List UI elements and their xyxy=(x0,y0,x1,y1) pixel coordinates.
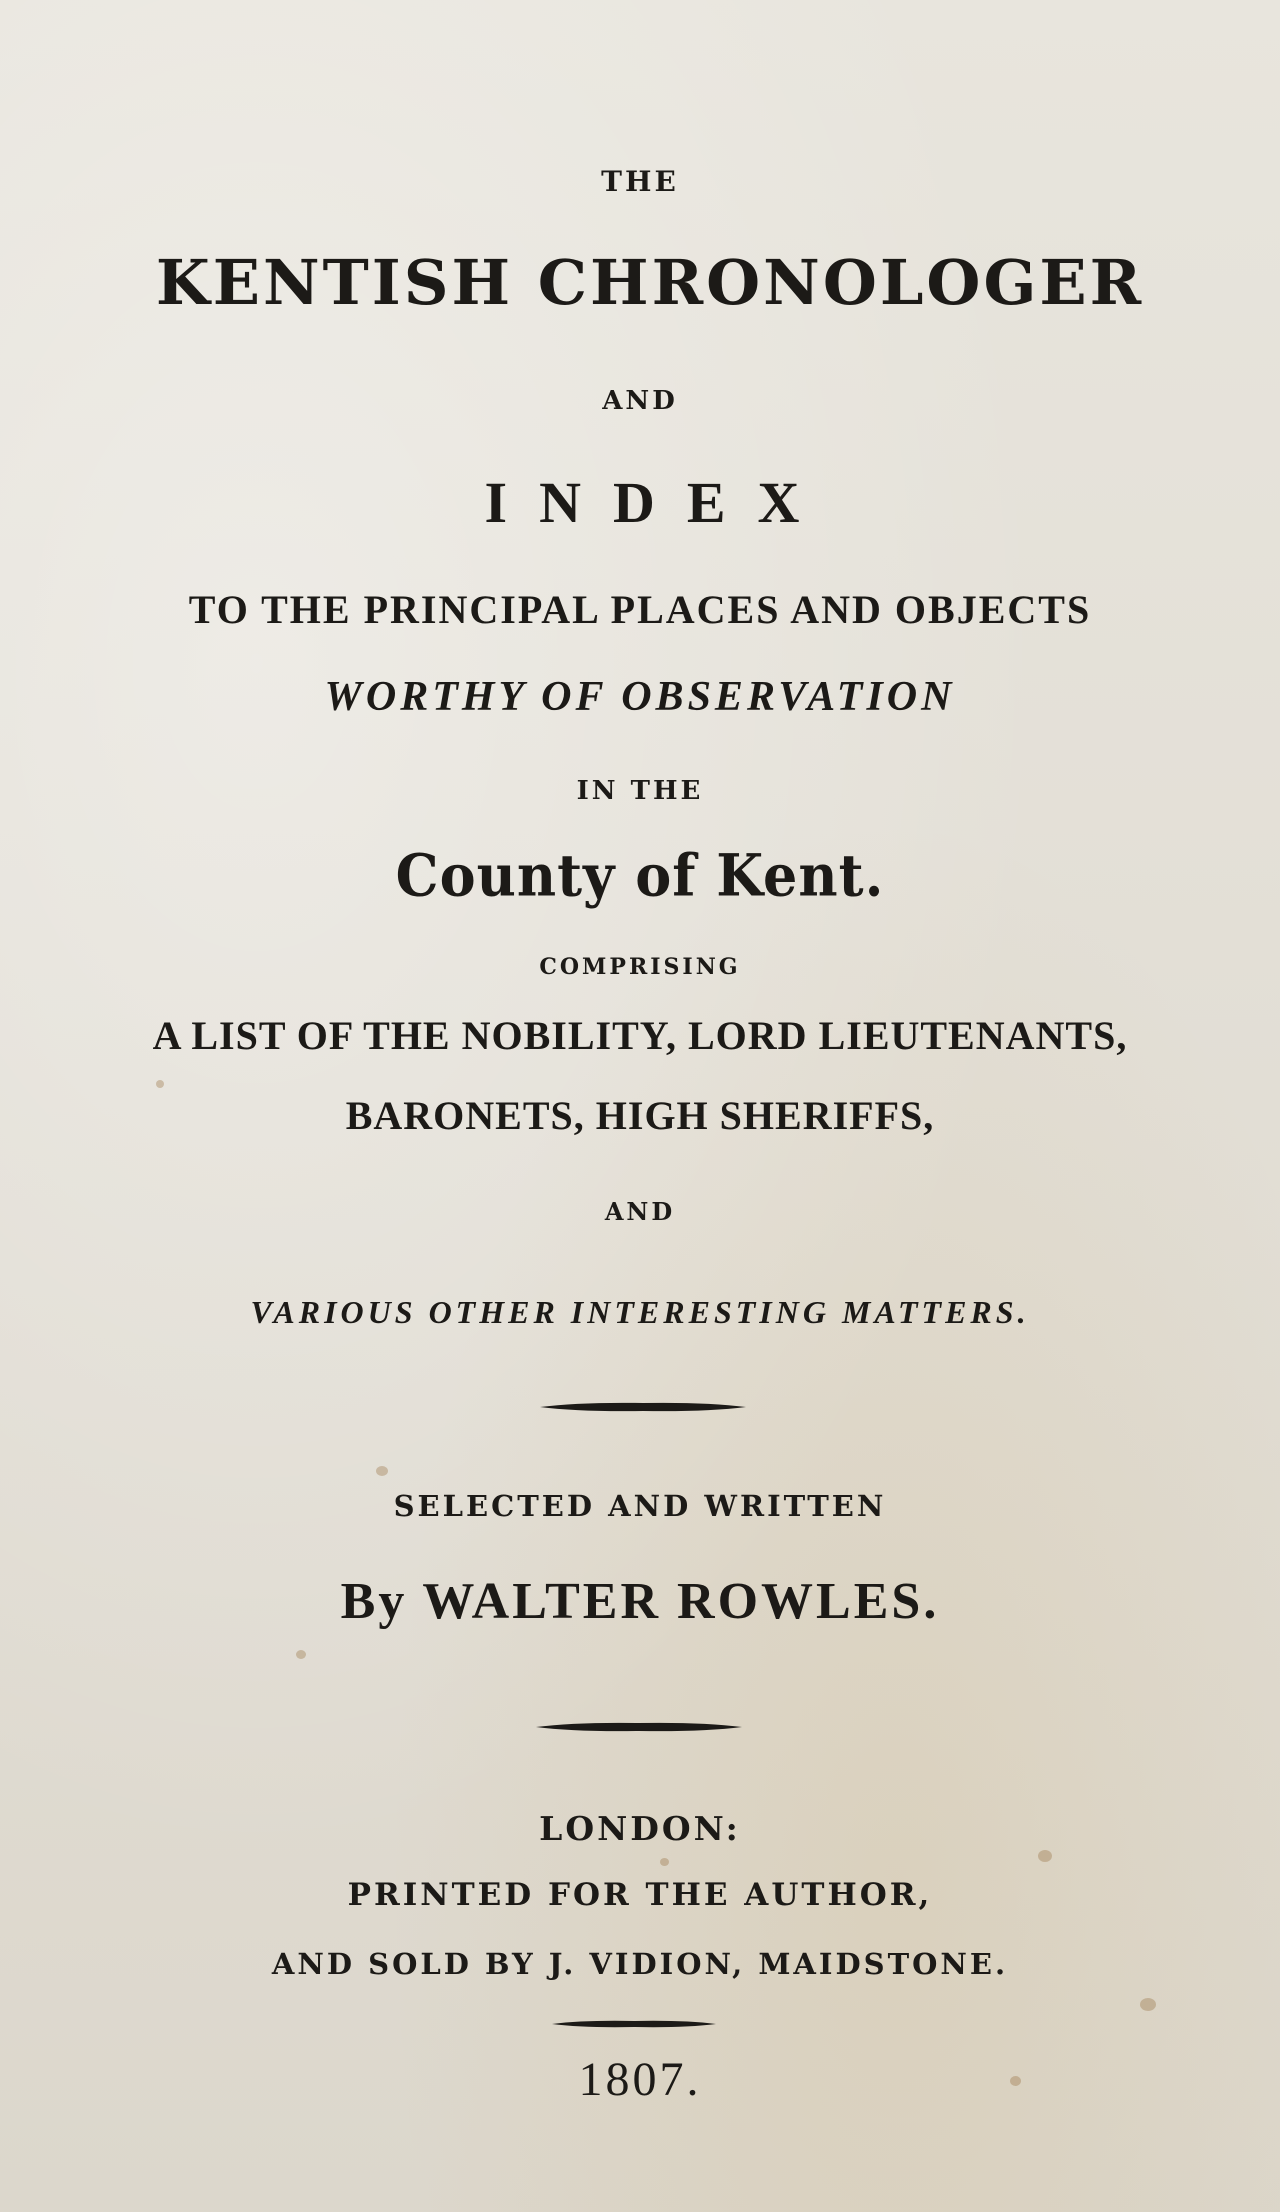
foxing-spot xyxy=(156,1080,164,1088)
conjunction-and-1: AND xyxy=(602,386,678,416)
foxing-spot xyxy=(296,1650,306,1659)
foxing-spot xyxy=(660,1858,669,1866)
imprint-printed-for: PRINTED FOR THE AUTHOR, xyxy=(347,1877,933,1913)
index-heading: INDEX xyxy=(484,470,832,535)
imprint-sold-by: AND SOLD BY J. VIDION, MAIDSTONE. xyxy=(271,1947,1009,1981)
subtitle-line-1: TO THE PRINCIPAL PLACES AND OBJECTS xyxy=(188,587,1092,632)
publication-year: 1807. xyxy=(578,2053,702,2106)
comprising-label: COMPRISING xyxy=(539,954,741,980)
contents-line-1: A LIST OF THE NOBILITY, LORD LIEUTENANTS, xyxy=(152,1013,1128,1058)
author-line: By WALTER ROWLES. xyxy=(340,1573,940,1630)
imprint-place: LONDON: xyxy=(539,1809,741,1848)
subtitle-line-2: WORTHY OF OBSERVATION xyxy=(324,674,956,720)
contents-line-3: VARIOUS OTHER INTERESTING MATTERS. xyxy=(250,1294,1030,1330)
foxing-spot xyxy=(1010,2076,1021,2086)
foxing-spot xyxy=(376,1466,388,1476)
title-article: THE xyxy=(601,165,679,198)
county-name: County of Kent. xyxy=(395,840,885,910)
main-title: KENTISH CHRONOLOGER xyxy=(155,246,1145,319)
in-the-label: IN THE xyxy=(576,776,704,806)
contents-line-2: BARONETS, HIGH SHERIFFS, xyxy=(345,1093,935,1138)
conjunction-and-2: AND xyxy=(604,1197,676,1226)
foxing-spot xyxy=(1140,1998,1156,2011)
foxing-spot xyxy=(1038,1850,1052,1862)
selected-and-written: SELECTED AND WRITTEN xyxy=(393,1489,887,1523)
